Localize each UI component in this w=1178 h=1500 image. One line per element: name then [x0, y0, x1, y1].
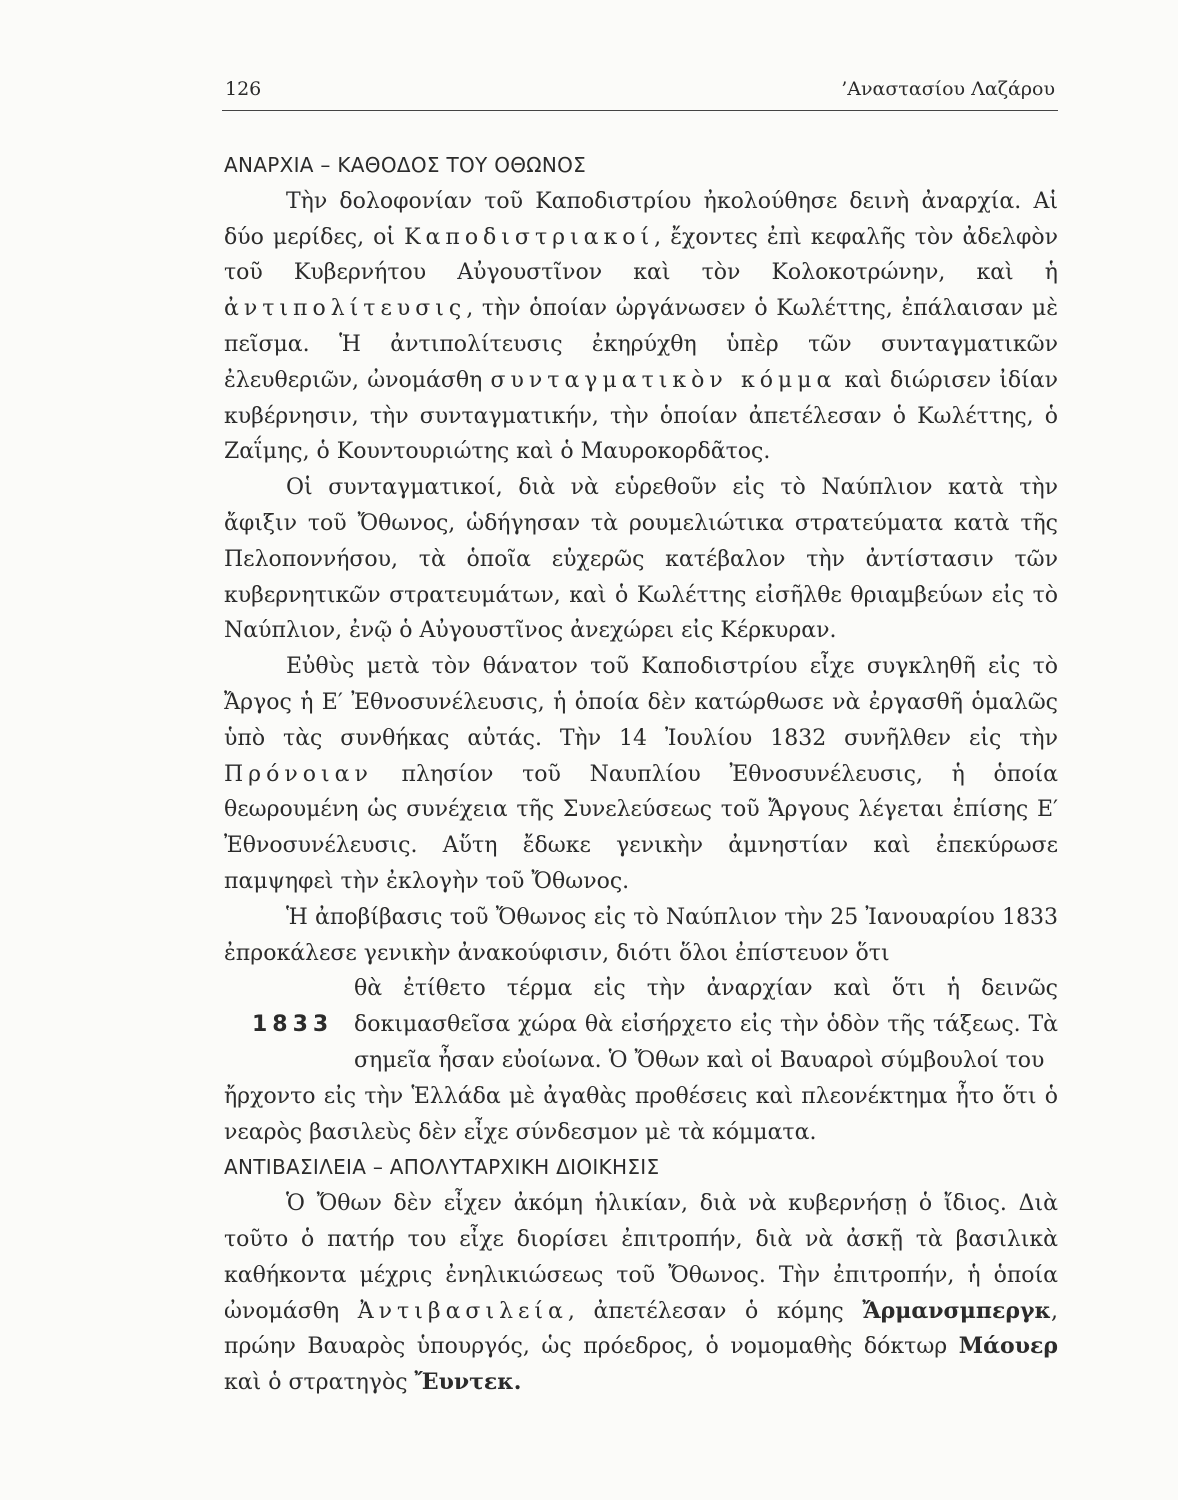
section-heading-regency: ΑΝΤΙΒΑΣΙΛΕΙΑ – ΑΠΟΛΥΤΑΡΧΙΚΗ ΔΙΟΙΚΗΣΙΣ: [224, 1155, 660, 1180]
paragraph: Ἡ ἀποβίβασις τοῦ Ὄθωνος εἰς τὸ Ναύπλιον τὴν 25 Ἰανουαρίου 1833 ἐπροκάλεσε γενικὴν ἀνακούφισιν, διότι ὅλοι ἐπίστευον ὅτι: [224, 904, 1058, 966]
section-heading-anarchy: ΑΝΑΡΧΙΑ – ΚΑΘΟΔΟΣ ΤΟΥ ΟΘΩΝΟΣ: [224, 153, 587, 177]
bold-name: Ἔυντεκ.: [414, 1369, 522, 1396]
paragraph: Οἱ συνταγματικοί, διὰ νὰ εὑρεθοῦν εἰς τὸ Ναύπλιον κατὰ τὴν ἄφιξιν τοῦ Ὄθωνος, ὡδήγησαν τὰ ρουμελιώτικα στρατεύματα κατὰ τῆς Πελοποννήσου, τὰ ὁποῖα εὐχερῶς κατέβαλον τὴν ἀντίστασιν τῶν κυβερνητικῶν στρατευμάτων, καὶ ὁ Κωλέττης εἰσῆλθε θριαμβεύων εἰς τὸ Ναύπλιον, ἐνῷ ὁ Αὐγουστῖνος ἀνεχώρει εἰς Κέρκυραν.: [224, 475, 1058, 644]
page-number: 126: [225, 78, 262, 100]
paragraph: Εὐθὺς μετὰ τὸν θάνατον τοῦ Καποδιστρίου εἶχε συγκληθῆ εἰς τὸ Ἄργος ἡ Ε′ Ἐθνοσυνέλευσις, ἡ ὁποία δὲν κατώρθωσε νὰ ἐργασθῆ ὁμαλῶς ὑπὸ τὰς συνθήκας αὐτάς. Τὴν 14 Ἰουλίου 1832 συνῆλθεν εἰς τὴν Πρόνοιαν πλησίον τοῦ Ναυπλίου Ἐθνοσυνέλευσις, ἡ ὁποία θεωρουμένη ὡς συνέχεια τῆς Συνελεύσεως τοῦ Ἄργους λέγεται ἐπίσης Ε′ Ἐθνοσυνέλευσις. Αὕτη ἔδωκε γενικὴν ἀμνηστίαν καὶ ἐπεκύρωσε παμψηφεὶ τὴν ἐκλογὴν τοῦ Ὄθωνος.: [224, 654, 1058, 894]
spaced-term: Πρόνοιαν: [224, 761, 373, 787]
spaced-term: Καποδιστριακοί: [404, 224, 655, 250]
side-year: 1833: [252, 1012, 334, 1038]
paragraph-continuation: ἤρχοντο εἰς τὴν Ἑλλάδα μὲ ἀγαθὰς προθέσεις καὶ πλεονέκτημα ἦτο ὅτι ὁ νεαρὸς βασιλεὺς δὲν εἶχε σύνδεσμον μὲ τὰ κόμματα.: [224, 1083, 1058, 1145]
header-rule: [222, 110, 1058, 111]
spaced-term: συνταγματικὸν κόμμα: [490, 367, 837, 393]
paragraph: Ὁ Ὄθων δὲν εἶχεν ἀκόμη ἡλικίαν, διὰ νὰ κυβερνήσῃ ὁ ἴδιος. Διὰ τοῦτο ὁ πατήρ του εἶχε διορίσει ἐπιτροπήν, διὰ νὰ ἀσκῇ τὰ βασιλικὰ καθήκοντα μέχρις ἐνηλικιώσεως τοῦ Ὄθωνος. Τὴν ἐπιτροπήν, ἡ ὁποία ὠνομάσθη Ἀντιβασιλεία, ἀπετέλεσαν ὁ κόμης Ἄρμανσμπεργκ, πρώην Βαυαρὸς ὑπουργός, ὡς πρόεδρος, ὁ νομομαθὴς δόκτωρ Μάουερ καὶ ὁ στρατηγὸς Ἔυντεκ.: [224, 1191, 1058, 1396]
margin-year-block: [224, 971, 1058, 1078]
spaced-term: Ἀντιβασιλεία: [357, 1298, 568, 1324]
bold-name: Ἄρμανσμπεργκ: [862, 1297, 1051, 1324]
body-text: [224, 148, 1058, 1401]
running-title: ’Αναστασίου Λαζάρου: [841, 78, 1055, 100]
paragraph: Τὴν δολοφονίαν τοῦ Καποδιστρίου ἠκολούθησε δεινὴ ἀναρχία. Αἱ δύο μερίδες, οἱ Καποδιστριακοί, ἔχοντες ἐπὶ κεφαλῆς τὸν ἀδελφὸν τοῦ Κυβερνήτου Αὐγουστῖνον καὶ τὸν Κολοκοτρώνην, καὶ ἡ ἀντιπολίτευσις, τὴν ὁποίαν ὠργάνωσεν ὁ Κωλέττης, ἐπάλαισαν μὲ πεῖσμα. Ἡ ἀντιπολίτευσις ἐκηρύχθη ὑπὲρ τῶν συνταγματικῶν ἐλευθεριῶν, ὠνομάσθη συνταγματικὸν κόμμα καὶ διώρισεν ἰδίαν κυβέρνησιν, τὴν συνταγματικήν, τὴν ὁποίαν ἀπετέλεσαν ὁ Κωλέττης, ὁ Ζαΐμης, ὁ Κουντουριώτης καὶ ὁ Μαυροκορδᾶτος.: [224, 188, 1058, 465]
paragraph-continuation: θὰ ἐτίθετο τέρμα εἰς τὴν ἀναρχίαν καὶ ὅτι ἡ δεινῶς δοκιμασθεῖσα χώρα θὰ εἰσήρχετο εἰς τὴν ὁδὸν τῆς τάξεως. Τὰ σημεῖα ἦσαν εὐοίωνα. Ὁ Ὄθων καὶ οἱ Βαυαροὶ σύμβουλοί του: [354, 976, 1058, 1073]
spaced-term: ἀντιπολίτευσις: [224, 296, 467, 322]
page-header: [225, 78, 1055, 108]
bold-name: Μάουερ: [958, 1333, 1058, 1360]
